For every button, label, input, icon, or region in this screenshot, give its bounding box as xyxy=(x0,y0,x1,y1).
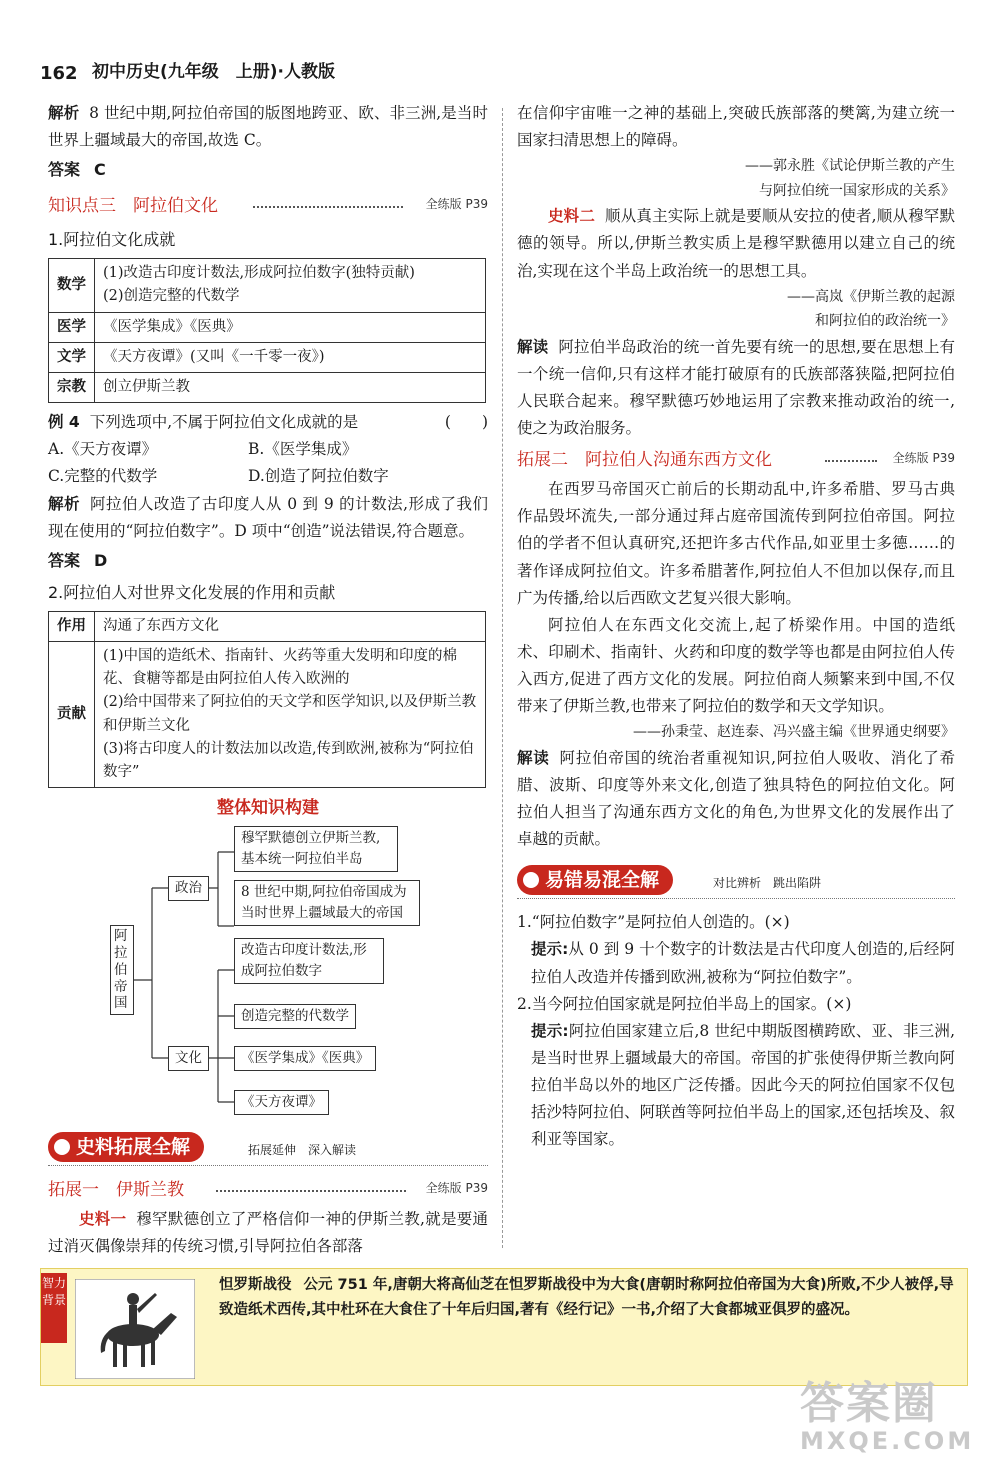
table-key: 贡献 xyxy=(49,642,95,788)
reading-1-text: 阿拉伯半岛政治的统一首先要有统一的思想,要在思想上有一个统一信仰,只有这样才能打破原有的氏族部落狭隘,把阿拉伯人民联合起来。穆罕默德巧妙地运用了宗教来推动政治的统一,使之为政治服务。 xyxy=(517,337,955,437)
source-1-citation-line1: ——郭永胜《试论伊斯兰教的产生 xyxy=(745,158,955,175)
answer-2-value: D xyxy=(94,550,108,570)
answer-1-value: C xyxy=(94,160,106,180)
table-line: (2)给中国带来了阿拉伯的天文学和医学知识,以及伊斯兰教和伊斯兰文化 xyxy=(103,694,477,734)
footer-body: 公元 751 年,唐朝大将高仙芝在怛罗斯战役中为大食(唐朝时称阿拉伯帝国为大食)所败,不少人被俘,导致造纸术西传,其中杜环在大食住了十年后归国,著有《经行记》一书,介绍了大食都城亚俱罗的盛况。 xyxy=(219,1277,954,1319)
mistake-2-hint-text: 阿拉伯国家建立后,8 世纪中期版图横跨欧、亚、非三洲,是当时世界上疆域最大的帝国。帝国的扩张使得伊斯兰教向阿拉伯半岛以外的地区广泛传播。因此今天的阿拉伯国家不仅包括沙特阿拉伯、阿联酋等阿拉伯半岛上的国家,还包括埃及、叙利亚等国家。 xyxy=(531,1021,955,1149)
analysis-2-text: 阿拉伯人改造了古印度人从 0 到 9 的计数法,形成了我们现在使用的“阿拉伯数字”。D 项中“创造”说法错误,符合题意。 xyxy=(48,494,488,540)
extension-2-ref: 全练版 P39 xyxy=(892,451,955,466)
source-1-continued: 在信仰宇宙唯一之神的基础上,突破氏族部落的樊篱,为建立统一国家扫清思想上的障碍。 xyxy=(517,104,955,150)
table-row xyxy=(49,342,486,372)
option-c: C.完整的代数学 xyxy=(48,467,158,486)
dotted-leader xyxy=(825,460,877,462)
table-key: 数学 xyxy=(49,259,95,312)
mistake-1-hint-text: 从 0 到 9 十个数字的计数法是古代印度人创造的,后经阿拉伯人改造并传播到欧洲,被称为“阿拉伯数字”。 xyxy=(531,940,955,986)
table-value: 创立伊斯兰教 xyxy=(95,373,486,403)
dotted-leader xyxy=(253,206,403,208)
dotted-leader xyxy=(216,1190,406,1192)
extension-2-paragraph-2: 阿拉伯人在东西文化交流上,起了桥梁作用。中国的造纸术、印刷术、指南针、火药和印度的数学等也都是由阿拉伯人传入西方,促进了西方文化的发展。阿拉伯商人频繁来到中国,不仅带来了伊斯兰教,也带来了阿拉伯的数学和天文学知识。 xyxy=(517,615,955,716)
page-number: 162 xyxy=(40,63,78,84)
knowledge-diagram xyxy=(48,830,488,1120)
footer-tab: 智力背景 xyxy=(41,1273,67,1343)
table-line: (2)创造完整的代数学 xyxy=(103,288,240,305)
right-column xyxy=(517,100,955,1153)
extension-1-label: 拓展一 伊斯兰教 xyxy=(48,1179,184,1200)
diagram-root: 阿拉伯帝国 xyxy=(110,925,134,1015)
option-b: B.《医学集成》 xyxy=(248,440,358,459)
banner-2-title: 易错易混全解 xyxy=(517,865,673,895)
reading-2 xyxy=(517,745,955,854)
watermark-line1: 答案圈 xyxy=(800,1378,938,1429)
mistake-1: 1.“阿拉伯数字”是阿拉伯人创造的。(×) xyxy=(517,913,790,932)
option-d: D.创造了阿拉伯数字 xyxy=(248,467,389,486)
banner-source-extension xyxy=(48,1132,488,1166)
diagram-leaf: 8 世纪中期,阿拉伯帝国成为当时世界上疆域最大的帝国 xyxy=(234,880,420,926)
source-1-label: 史料一 xyxy=(79,1209,127,1228)
extension-2-title xyxy=(517,446,955,476)
answer-2-label: 答案 xyxy=(48,550,81,570)
table-key: 文学 xyxy=(49,342,95,372)
table-row xyxy=(49,259,486,312)
diagram-branch-culture: 文化 xyxy=(168,1046,209,1071)
diagram-leaf: 改造古印度计数法,形成阿拉伯数字 xyxy=(234,938,384,984)
diagram-branch-politics: 政治 xyxy=(168,876,209,901)
column-divider xyxy=(502,108,503,1248)
example-4 xyxy=(48,409,488,436)
table-line: (3)将古印度人的计数法加以改造,传到欧洲,被称为“阿拉伯数字” xyxy=(103,740,474,780)
background-knowledge-box xyxy=(40,1268,968,1386)
table-line: (1)改造古印度计数法,形成阿拉伯数字(独特贡献) xyxy=(103,265,415,282)
watermark xyxy=(800,1380,974,1455)
knowledge-point-3-title xyxy=(48,192,488,222)
diagram-title: 整体知识构建 xyxy=(217,798,319,819)
knowledge-point-3-label: 知识点三 阿拉伯文化 xyxy=(48,196,218,217)
source-2 xyxy=(517,203,955,284)
source-2-citation-line1: ——高岚《伊斯兰教的起源 xyxy=(787,288,955,305)
extension-2-citation: ——孙秉莹、赵连泰、冯兴盛主编《世界通史纲要》 xyxy=(633,724,955,741)
analysis-1-text: 8 世纪中期,阿拉伯帝国的版图地跨亚、欧、非三洲,是当时世界上疆域最大的帝国,故选 C。 xyxy=(48,104,488,150)
diagram-leaf: 《医学集成》《医典》 xyxy=(234,1046,376,1071)
table-key: 医学 xyxy=(49,312,95,342)
table-value xyxy=(95,642,486,788)
knowledge-point-3-ref: 全练版 P39 xyxy=(425,197,488,212)
source-1-citation-line2: 与阿拉伯统一国家形成的关系》 xyxy=(759,182,955,199)
table-value: 《医学集成》《医典》 xyxy=(95,312,486,342)
answer-1-label: 答案 xyxy=(48,160,81,180)
footer-title: 怛罗斯战役 xyxy=(219,1277,292,1293)
source-2-text: 顺从真主实际上就是要顺从安拉的使者,顺从穆罕默德的领导。所以,伊斯兰教实质上是穆罕默德用以建立自己的统治,实现在这个半岛上政治统一的思想工具。 xyxy=(517,207,955,280)
source-1 xyxy=(48,1206,488,1260)
extension-1-title xyxy=(48,1176,488,1206)
analysis-1-label: 解析 xyxy=(48,104,80,122)
reading-2-text: 阿拉伯帝国的统治者重视知识,阿拉伯人吸收、消化了希腊、波斯、印度等外来文化,创造了独具特色的阿拉伯文化。阿拉伯人担当了沟通东西方文化的角色,为世界文化的发展作出了卓越的贡献。 xyxy=(517,748,955,849)
analysis-2 xyxy=(48,491,488,545)
analysis-1 xyxy=(48,100,488,154)
diagram-leaf: 创造完整的代数学 xyxy=(234,1004,356,1029)
table-line: (1)中国的造纸术、指南针、火药等重大发明和印度的棉花、食糖等都是由阿拉伯人传入欧洲的 xyxy=(103,648,458,688)
contributions-table xyxy=(48,611,486,788)
table-row xyxy=(49,373,486,403)
page-header xyxy=(40,56,975,96)
subheading-achievements: 1.阿拉伯文化成就 xyxy=(48,230,176,250)
diagram-leaf: 《天方夜谭》 xyxy=(234,1090,329,1115)
source-1-text: 穆罕默德创立了严格信仰一神的伊斯兰教,就是要通过消灭偶像崇拜的传统习惯,引导阿拉伯各部落 xyxy=(48,1209,488,1255)
banner-tag: 拓展延伸 深入解读 xyxy=(248,1142,357,1157)
watermark-line2: MXQE.COM xyxy=(800,1427,975,1456)
subheading-contributions: 2.阿拉伯人对世界文化发展的作用和贡献 xyxy=(48,582,336,602)
example-4-text: 下列选项中,不属于阿拉伯文化成就的是 xyxy=(89,413,359,432)
mistake-2-hint xyxy=(517,1018,955,1154)
mistake-1-hint xyxy=(517,936,955,990)
reading-2-label: 解读 xyxy=(517,748,550,767)
reading-1-label: 解读 xyxy=(517,337,549,356)
extension-2-label: 拓展二 阿拉伯人沟通东西方文化 xyxy=(517,450,772,471)
extension-2-paragraph-1: 在西罗马帝国灭亡前后的长期动乱中,许多希腊、罗马古典作品毁坏流失,一部分通过拜占庭帝国流传到阿拉伯帝国。阿拉伯的学者不但认真研究,还把许多古代作品,如亚里士多德……的著作译成阿拉伯文。许多希腊著作,阿拉伯人不但加以保存,而且广为传播,给以后西欧文艺复兴很大影响。 xyxy=(517,480,955,607)
mistake-1-hint-label: 提示: xyxy=(531,940,569,959)
option-a: A.《天方夜谭》 xyxy=(48,440,158,459)
mistake-2-hint-label: 提示: xyxy=(531,1021,569,1040)
book-title: 初中历史(九年级 上册)·人教版 xyxy=(92,62,335,82)
achievements-table xyxy=(48,258,486,403)
banner-2-tag: 对比辨析 跳出陷阱 xyxy=(713,876,822,891)
banner-title: 史料拓展全解 xyxy=(48,1132,204,1162)
table-key: 作用 xyxy=(49,611,95,641)
table-value: 沟通了东西方文化 xyxy=(95,611,486,641)
reading-1 xyxy=(517,334,955,443)
answer-2 xyxy=(48,547,488,575)
example-4-label: 例 4 xyxy=(48,413,80,432)
source-2-label: 史料二 xyxy=(548,207,596,226)
source-2-citation-line2: 和阿拉伯的政治统一》 xyxy=(815,313,955,330)
answer-bracket: ( ) xyxy=(444,413,488,432)
table-row xyxy=(49,642,486,788)
example-4-options xyxy=(48,436,488,490)
extension-1-ref: 全练版 P39 xyxy=(425,1180,488,1195)
diagram-leaf: 穆罕默德创立伊斯兰教,基本统一阿拉伯半岛 xyxy=(234,826,398,872)
answer-1 xyxy=(48,156,488,184)
table-key: 宗教 xyxy=(49,373,95,403)
banner-common-mistakes xyxy=(517,865,955,899)
table-row xyxy=(49,312,486,342)
left-column xyxy=(48,100,488,1260)
mistake-2: 2.当今阿拉伯国家就是阿拉伯半岛上的国家。(×) xyxy=(517,994,852,1013)
footer-text xyxy=(219,1273,959,1324)
table-value xyxy=(95,259,486,312)
analysis-2-label: 解析 xyxy=(48,494,80,513)
table-value: 《天方夜谭》(又叫《一千零一夜》) xyxy=(95,342,486,372)
table-row xyxy=(49,611,486,641)
horse-rider-illustration xyxy=(75,1279,195,1379)
